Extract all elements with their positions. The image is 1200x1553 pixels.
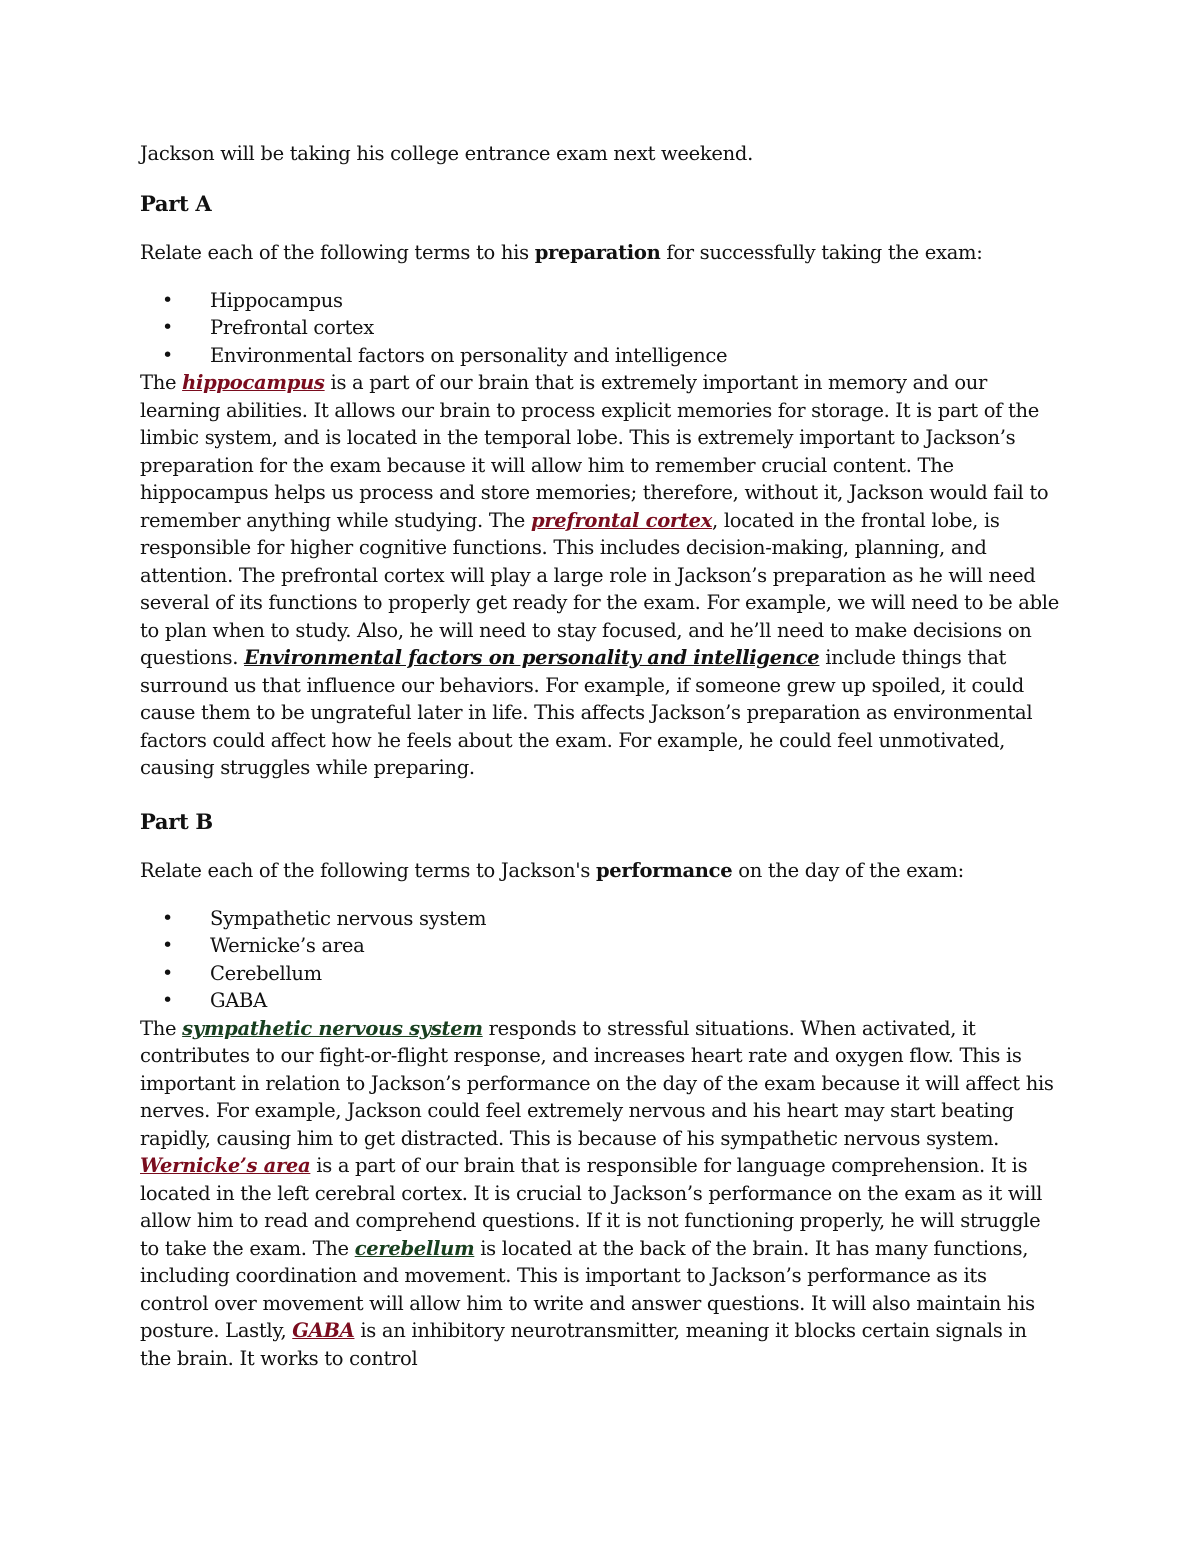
part-a-answer-text-2: is a part of our brain that is extremely important in memory and our learning abilities. It allows our brain to process explicit memories for storage. It is part of the limbic system, and is located in the temporal lobe. This is extremely important to Jackson’s preparation for the exam because it will allow him to remember crucial content. The hippocampus helps us process and store memories; therefore, without it, Jackson would fail to remember anything while studying. The [140, 371, 1049, 532]
part-a-term-hippocampus: • Hippocampus [140, 287, 1060, 315]
part-a-term-list [140, 287, 1060, 370]
part-b-term-sympathetic: • Sympathetic nervous system [140, 905, 1060, 933]
part-b-prompt [140, 857, 1060, 885]
part-a-answer-text-4: include things that surround us that influence our behaviors. For example, if someone grew up spoiled, it could cause them to be ungrateful later in life. This affects Jackson’s preparation as environmental factors could affect how he feels about the exam. For example, he could feel unmotivated, causing struggles while preparing. [140, 646, 1033, 779]
part-a-term-prefrontal-cortex: • Prefrontal cortex [140, 314, 1060, 342]
part-a-prompt [140, 239, 1060, 267]
part-b-term-list [140, 905, 1060, 1015]
keyword-gaba: GABA [292, 1319, 355, 1342]
part-b-answer-text-5: is an inhibitory neurotransmitter, meaning it blocks certain signals in the brain. It works to control [140, 1319, 1027, 1370]
part-b-term-cerebellum: • Cerebellum [140, 960, 1060, 988]
keyword-sympathetic-nervous-system: sympathetic nervous system [182, 1016, 483, 1040]
part-b-answer-text-4: is located at the back of the brain. It has many functions, including coordination and movement. This is important to Jackson’s performance as its control over movement will allow him to write and answer questions. It will also maintain his posture. Lastly, [140, 1236, 1035, 1342]
part-a-answer-text-1: The [140, 371, 183, 394]
part-a-answer-text-3: , located in the frontal lobe, is responsible for higher cognitive functions. This includes decision-making, planning, and attention. The prefrontal cortex will play a large role in Jackson’s preparation as he will need several of its functions to properly get ready for the exam. For example, we will need to be able to plan when to study. Also, he will need to stay focused, and he’ll need to make decisions on questions. [140, 508, 1059, 669]
part-b-prompt-start: Relate each of the following terms to Jackson's [140, 859, 596, 882]
part-b-term-wernicke: • Wernicke’s area [140, 932, 1060, 960]
part-b-heading: Part B [140, 808, 213, 834]
part-b-answer-text-3: is a part of our brain that is responsible for language comprehension. It is located in the left cerebral cortex. It is crucial to Jackson’s performance on the exam as it will allow him to read and comprehend questions. If it is not functioning properly, he will struggle to take the exam. The [140, 1154, 1043, 1260]
part-b-answer [140, 1015, 1060, 1373]
part-a-heading: Part A [140, 190, 212, 216]
part-a-prompt-keyword: preparation [534, 241, 661, 264]
part-a-answer [140, 369, 1060, 782]
keyword-environmental-factors: Environmental factors on personality and intelligence [244, 646, 820, 669]
keyword-prefrontal-cortex: prefrontal cortex [530, 508, 713, 532]
keyword-hippocampus: hippocampus [182, 371, 325, 394]
part-b-answer-text-1: The [140, 1016, 183, 1040]
part-b-answer-text-2: responds to stressful situations. When activated, it contributes to our fight-or-flight response, and increases heart rate and oxygen flow. This is important in relation to Jackson’s performance on the day of the exam because it will affect his nerves. For example, Jackson could feel extremely nervous and his heart may start beating rapidly, causing him to get distracted. This is because of his sympathetic nervous system. [140, 1016, 1054, 1150]
document-page [140, 140, 1060, 1372]
part-a-prompt-end: for successfully taking the exam: [660, 241, 983, 264]
part-a-term-environmental-factors: • Environmental factors on personality and intelligence [140, 342, 1060, 370]
intro-text: Jackson will be taking his college entrance exam next weekend. [140, 142, 754, 165]
part-b-term-gaba: • GABA [140, 987, 1060, 1015]
part-a-prompt-start: Relate each of the following terms to his [140, 241, 535, 264]
part-b-prompt-end: on the day of the exam: [732, 859, 964, 882]
keyword-wernickes-area: Wernicke’s area [140, 1154, 311, 1177]
part-b-prompt-keyword: performance [595, 859, 733, 882]
keyword-cerebellum: cerebellum [354, 1236, 475, 1260]
